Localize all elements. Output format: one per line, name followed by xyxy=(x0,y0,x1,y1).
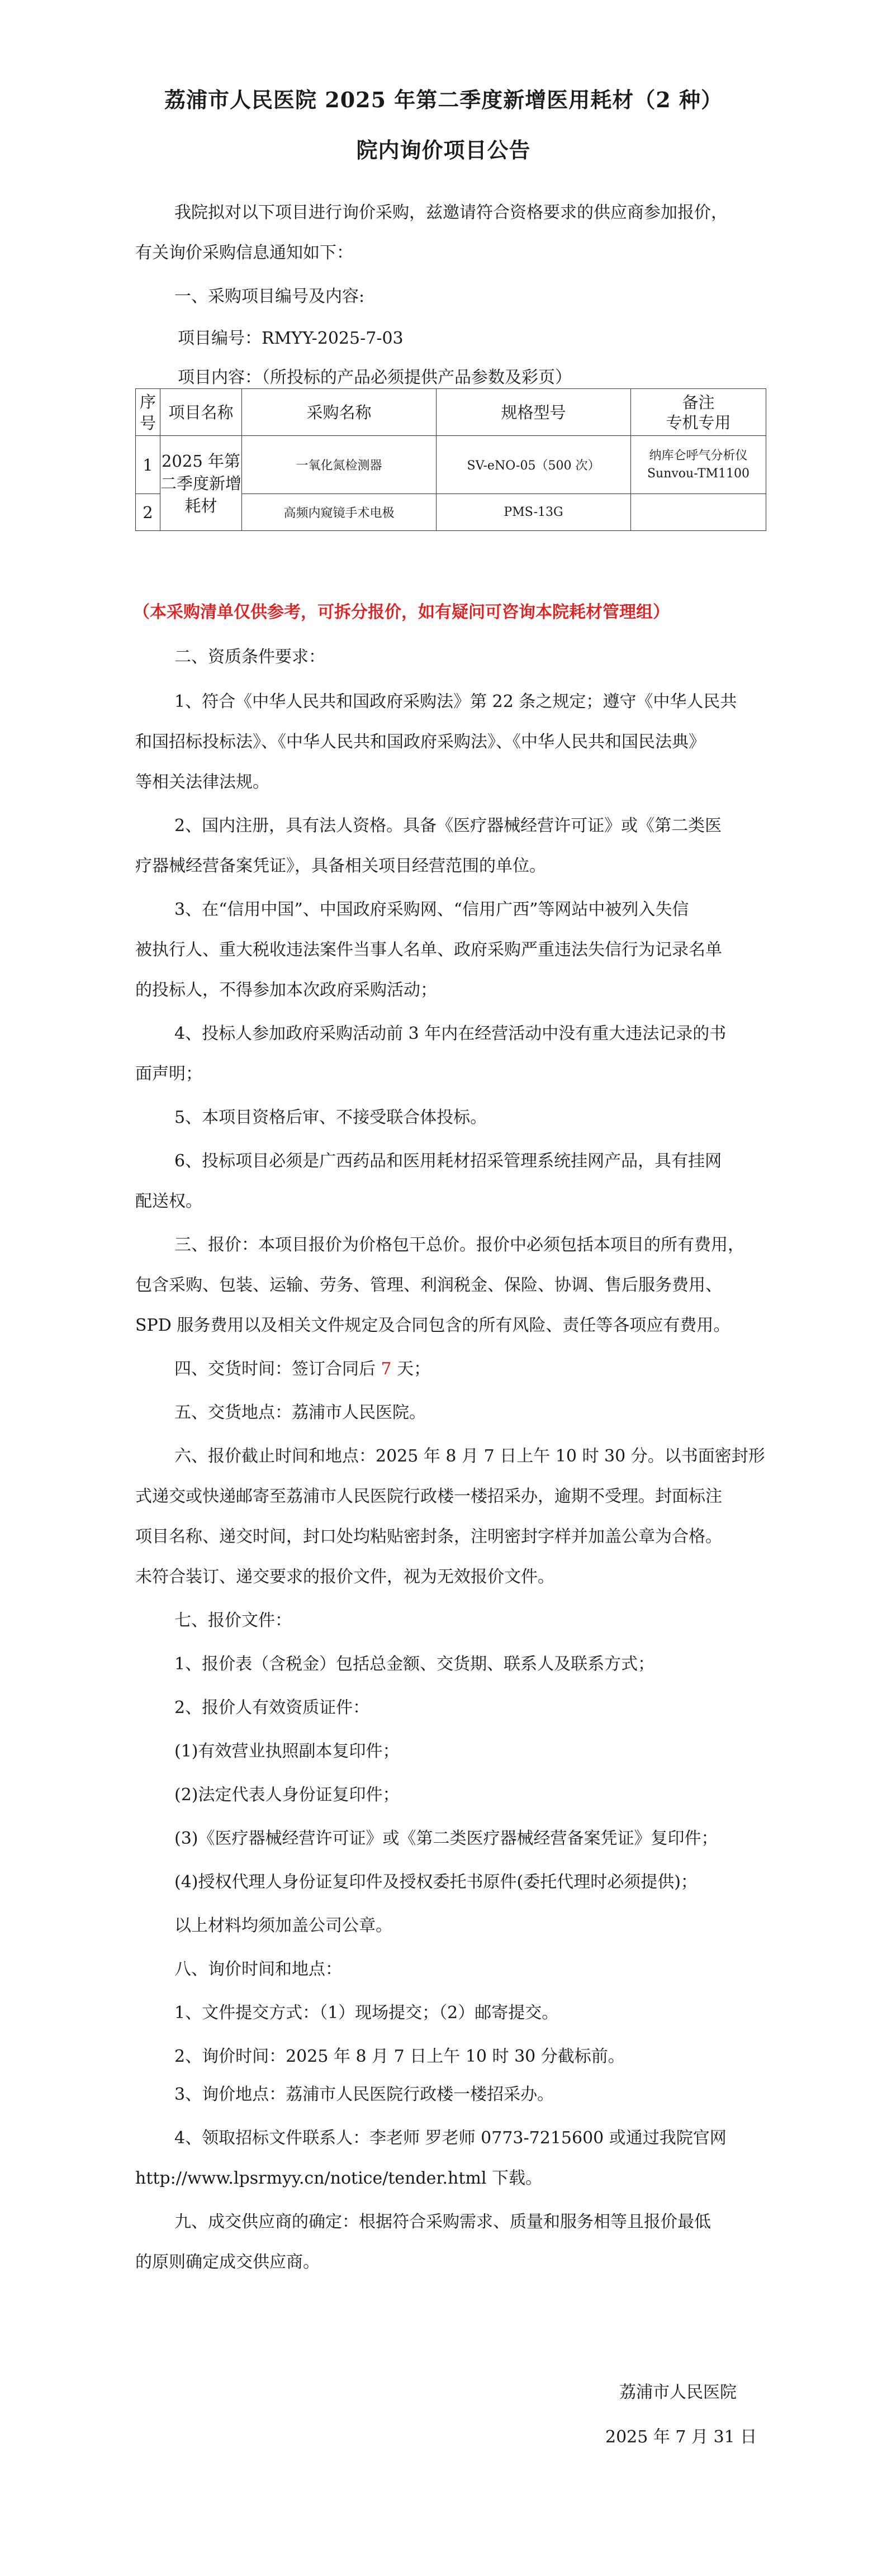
row-spec: PMS-13G xyxy=(437,494,631,531)
signature-org: 荔浦市人民医院 xyxy=(619,2383,737,2402)
red-note: （本采购清单仅供参考，可拆分报价，如有疑问可咨询本院耗材管理组） xyxy=(133,603,670,622)
header-item-name: 采购名称 xyxy=(242,389,437,436)
section-3-cont: SPD 服务费用以及相关文件规定及合同包含的所有风险、责任等各项应有费用。 xyxy=(135,1316,731,1335)
intro-text: 我院拟对以下项目进行询价采购，兹邀请符合资格要求的供应商参加报价， xyxy=(174,203,728,222)
s7-sub-1: (1)有效营业执照副本复印件； xyxy=(174,1742,400,1761)
table-row xyxy=(136,436,766,494)
remark-line-2: Sunvou-TM1100 xyxy=(647,466,750,481)
section-6-cont: 项目名称、递交时间，封口处均粘贴密封条，注明密封字样并加盖公章为合格。 xyxy=(135,1527,722,1546)
s2-item-5: 5、本项目资格后审、不接受联合体投标。 xyxy=(174,1108,487,1127)
s2-item-4-cont: 面声明； xyxy=(135,1064,202,1084)
s7-sub-4: (4)授权代理人身份证复印件及授权委托书原件(委托代理时必须提供)； xyxy=(174,1872,698,1892)
s2-item-6: 6、投标项目必须是广西药品和医用耗材招采管理系统挂网产品，具有挂网 xyxy=(174,1151,722,1171)
title-line-1: 荔浦市人民医院 2025 年第二季度新增医用耗材（2 种） xyxy=(164,87,723,112)
row-remark xyxy=(631,494,766,531)
s7-sub-2: (2)法定代表人身份证复印件； xyxy=(174,1785,400,1805)
title-line-2: 院内询价项目公告 xyxy=(356,137,531,163)
s2-item-4: 4、投标人参加政府采购活动前 3 年内在经营活动中没有重大违法记录的书 xyxy=(174,1024,727,1043)
s8-item-4-link: http://www.lpsrmyy.cn/notice/tender.html 下载。 xyxy=(135,2169,542,2188)
row-spec: SV-eNO-05（500 次） xyxy=(437,436,631,494)
section-3-cont: 包含采购、包装、运输、劳务、管理、利润税金、保险、协调、售后服务费用、 xyxy=(135,1275,722,1295)
section-5: 五、交货地点：荔浦市人民医院。 xyxy=(174,1403,426,1422)
s8-item-1: 1、文件提交方式：（1）现场提交；（2）邮寄提交。 xyxy=(174,2003,559,2023)
project-name-cell: 2025 年第二季度新增耗材 xyxy=(160,436,242,531)
s8-item-4: 4、领取招标文件联系人：李老师 罗老师 0773-7215600 或通过我院官网 xyxy=(174,2128,727,2148)
section-2-heading: 二、资质条件要求： xyxy=(174,647,325,667)
s7-item-2: 2、报价人有效资质证件： xyxy=(174,1698,370,1718)
section-8-heading: 八、询价时间和地点： xyxy=(174,1960,342,1979)
row-no: 2 xyxy=(136,494,160,531)
delivery-days: 7 xyxy=(381,1359,392,1379)
section-6-cont: 式递交或快递邮寄至荔浦市人民医院行政楼一楼招采办，逾期不受理。封面标注 xyxy=(135,1487,722,1506)
procurement-table xyxy=(135,388,766,531)
header-remark xyxy=(631,389,766,436)
header-no: 序号 xyxy=(136,389,160,436)
signature-date: 2025 年 7 月 31 日 xyxy=(605,2427,757,2447)
delivery-time-label: 四、交货时间：签订合同后 xyxy=(174,1359,381,1379)
s2-item-3-cont: 被执行人、重大税收违法案件当事人名单、政府采购严重违法失信行为记录名单 xyxy=(135,940,722,960)
s7-item-1: 1、报价表（含税金）包括总金额、交货期、联系人及联系方式； xyxy=(174,1654,655,1674)
section-6: 六、报价截止时间和地点：2025 年 8 月 7 日上午 10 时 30 分。以书面密封形 xyxy=(174,1446,765,1466)
s2-item-1-cont: 和国招标投标法》、《中华人民共和国政府采购法》、《中华人民共和国民法典》 xyxy=(135,732,705,752)
project-content: 项目内容：（所投标的产品必须提供产品参数及彩页） xyxy=(178,368,572,387)
section-9-cont: 的原则确定成交供应商。 xyxy=(135,2252,320,2272)
s2-item-2: 2、国内注册，具有法人资格。具备《医疗器械经营许可证》或《第二类医 xyxy=(174,816,722,836)
remark-line-1: 纳库仑呼气分析仪 xyxy=(649,448,748,463)
row-item: 高频内窥镜手术电极 xyxy=(242,494,437,531)
project-number: 项目编号：RMYY-2025-7-03 xyxy=(178,329,404,348)
section-4 xyxy=(174,1355,430,1379)
s2-item-2-cont: 疗器械经营备案凭证》，具备相关项目经营范围的单位。 xyxy=(135,856,546,876)
header-project-name: 项目名称 xyxy=(160,389,242,436)
section-3: 三、报价：本项目报价为价格包干总价。报价中必须包括本项目的所有费用， xyxy=(174,1235,744,1255)
row-no: 1 xyxy=(136,436,160,494)
intro-text: 有关询价采购信息通知如下： xyxy=(135,243,353,263)
section-9: 九、成交供应商的确定：根据符合采购需求、质量和服务相等且报价最低 xyxy=(174,2212,711,2232)
row-remark xyxy=(631,436,766,494)
section-6-cont: 未符合装订、递交要求的报价文件，视为无效报价文件。 xyxy=(135,1567,554,1587)
row-item: 一氧化氮检测器 xyxy=(242,436,437,494)
section-7-heading: 七、报价文件： xyxy=(174,1611,292,1630)
s2-item-1-cont: 等相关法律法规。 xyxy=(135,772,269,792)
s2-item-3: 3、在“信用中国”、中国政府采购网、“信用广西”等网站中被列入失信 xyxy=(174,900,689,919)
table-header-row xyxy=(136,389,766,436)
section-1-heading: 一、采购项目编号及内容: xyxy=(174,287,365,306)
s7-sub-3: (3)《医疗器械经营许可证》或《第二类医疗器械经营备案凭证》复印件； xyxy=(174,1829,718,1848)
header-remark-sub: 专机专用 xyxy=(666,412,731,432)
s2-item-3-cont: 的投标人，不得参加本次政府采购活动； xyxy=(135,980,437,1000)
header-remark-label: 备注 xyxy=(682,392,715,412)
s8-item-2: 2、询价时间：2025 年 8 月 7 日上午 10 时 30 分截标前。 xyxy=(174,2047,625,2066)
s2-item-1: 1、符合《中华人民共和国政府采购法》第 22 条之规定；遵守《中华人民共 xyxy=(174,692,737,711)
s2-item-6-cont: 配送权。 xyxy=(135,1192,202,1211)
delivery-time-suffix: 天； xyxy=(391,1359,431,1379)
s8-item-3: 3、询价地点：荔浦市人民医院行政楼一楼招采办。 xyxy=(174,2085,554,2104)
s7-note: 以上材料均须加盖公司公章。 xyxy=(174,1916,392,1935)
header-spec: 规格型号 xyxy=(437,389,631,436)
